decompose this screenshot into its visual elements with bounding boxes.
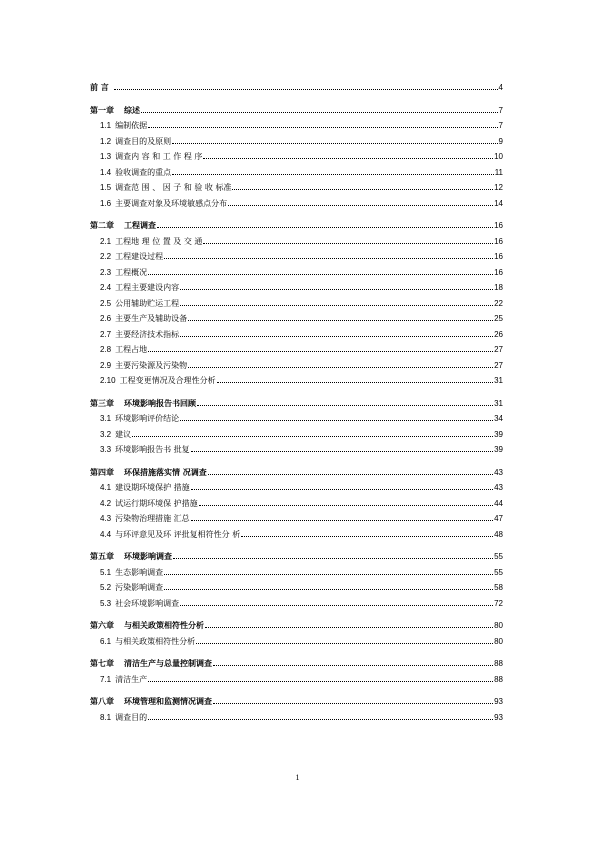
toc-section-entry[interactable] [90,177,503,193]
toc-entry-page: 16 [494,252,503,261]
dot-leader [148,274,493,275]
toc-entry-page: 10 [494,152,503,161]
toc-section-entry[interactable] [90,130,503,146]
dot-leader [188,367,493,368]
toc-entry-page: 16 [494,221,503,230]
toc-chapter-entry[interactable] [90,614,503,630]
toc-entry-page: 22 [494,298,503,308]
toc-chapter-entry[interactable] [90,99,503,115]
toc-entry-title: 调查范 围 、 因 子 和 验 收 标准 [115,183,232,192]
toc-entry-title: 调查目的及原则 [115,136,172,146]
toc-entry-page: 48 [494,529,503,539]
toc-entry-title: 工程主要建设内容 [115,283,180,292]
toc-section-entry[interactable] [90,261,503,277]
toc-entry-page: 31 [494,376,503,385]
toc-entry-title: 建议 [115,429,132,439]
toc-entry-page: 43 [494,483,503,492]
dot-leader [232,189,493,190]
dot-leader [173,558,493,559]
toc-section-entry[interactable] [90,561,503,577]
toc-entry-number: 前 言 [90,83,109,92]
dot-leader [205,627,493,628]
toc-section-entry[interactable] [90,523,503,539]
toc-entry-page: 80 [494,621,503,630]
toc-entry-page: 18 [494,283,503,292]
toc-section-entry[interactable] [90,439,503,455]
toc-entry-number: 2.3 [100,267,112,277]
table-of-contents [90,76,503,722]
toc-entry-title: 与相关政策相符性分析 [115,636,196,646]
toc-section-entry[interactable] [90,668,503,684]
toc-entry-page: 88 [494,674,503,684]
toc-entry-title: 污染物治理措施 汇总 [115,514,190,523]
dot-leader [172,143,497,144]
dot-leader [188,320,493,321]
toc-entry-number: 第二章 [90,221,114,230]
toc-entry-title: 环保措施落实情 况调查 [124,467,207,477]
toc-entry-number: 2.10 [100,376,116,385]
toc-entry-title: 建设期环境保护 措施 [115,483,190,492]
toc-section-entry[interactable] [90,508,503,524]
dot-leader [132,436,493,437]
toc-entry-number: 第三章 [90,398,114,408]
toc-section-entry[interactable] [90,246,503,262]
toc-section-entry[interactable] [90,146,503,162]
toc-entry-number: 6.1 [100,636,112,646]
toc-entry-title: 公用辅助贮运工程 [115,298,180,308]
toc-section-entry[interactable] [90,115,503,131]
toc-entry-number: 1.6 [100,198,112,208]
toc-section-entry[interactable] [90,339,503,355]
toc-entry-page: 55 [494,552,503,561]
toc-entry-number: 第一章 [90,105,114,115]
toc-section-entry[interactable] [90,408,503,424]
toc-entry-title: 工程概况 [115,267,148,277]
toc-entry-page: 4 [498,83,503,92]
toc-entry-title: 工程变更情况及合理性分析 [119,376,216,385]
toc-entry-number: 2.9 [100,360,112,370]
toc-entry-number: 3.2 [100,429,112,439]
toc-entry-title: 综述 [124,105,140,115]
toc-entry-number: 2.7 [100,329,112,339]
dot-leader [114,89,498,90]
toc-chapter-entry[interactable] [90,214,503,230]
dot-leader [148,681,493,682]
dot-leader [180,605,493,606]
toc-section-entry[interactable] [90,370,503,386]
toc-entry-title: 与相关政策相符性分析 [124,621,204,630]
toc-entry-title: 主要生产及辅助设备 [115,314,188,323]
toc-entry-number: 第七章 [90,659,114,668]
toc-entry-title: 主要污染源及污染物 [115,360,188,370]
toc-entry-number: 2.8 [100,345,112,354]
toc-entry-title: 主要调查对象及环境敏感点分布 [115,198,228,208]
dot-leader [148,351,493,352]
toc-entry-number: 1.2 [100,136,112,146]
toc-entry-title: 生态影响调查 [115,567,164,577]
toc-section-entry[interactable] [90,323,503,339]
toc-entry-number: 4.4 [100,529,112,539]
toc-entry-page: 25 [494,314,503,323]
toc-entry-title: 编制依据 [115,121,148,130]
dot-leader [180,289,493,290]
toc-entry-page: 31 [494,398,503,408]
toc-entry-title: 调查内 容 和 工 作 程 序 [115,152,203,161]
toc-entry-title: 环境管理和监测情况调查 [124,697,212,706]
dot-leader [141,112,498,113]
dot-leader [197,405,493,406]
toc-entry-number: 2.1 [100,236,112,246]
dot-leader [217,382,494,383]
toc-entry-number: 第五章 [90,552,114,561]
toc-entry-title: 环境影响报告书 批复 [115,445,190,454]
toc-entry-number: 3.1 [100,414,112,423]
toc-entry-page: 14 [494,198,503,208]
toc-entry-number: 7.1 [100,674,112,684]
toc-entry-number: 1.5 [100,183,112,192]
toc-entry-title: 工程占地 [115,345,148,354]
toc-entry-number: 第六章 [90,621,114,630]
toc-entry-title: 工程地 理 位 置 及 交 通 [115,236,203,246]
toc-chapter-entry[interactable] [90,690,503,706]
toc-entry-title: 工程调查 [124,221,156,230]
toc-entry-page: 34 [494,414,503,423]
toc-section-entry[interactable] [90,230,503,246]
dot-leader [191,451,493,452]
toc-entry-title: 工程建设过程 [115,252,164,261]
toc-section-entry[interactable] [90,354,503,370]
dot-leader [213,665,493,666]
toc-entry-title: 环境影响调查 [124,552,172,561]
toc-entry-title: 环境影响评价结论 [115,414,180,423]
toc-entry-number: 3.3 [100,445,112,454]
toc-entry-number: 4.1 [100,483,112,492]
toc-section-entry[interactable] [90,592,503,608]
dot-leader [148,719,493,720]
toc-section-entry[interactable] [90,630,503,646]
dot-leader [213,703,493,704]
toc-entry-number: 1.1 [100,121,112,130]
toc-entry-title: 社会环境影响调查 [115,598,180,608]
toc-entry-number: 2.2 [100,252,112,261]
toc-entry-page: 16 [494,236,503,246]
toc-entry-page: 39 [494,445,503,454]
toc-section-entry[interactable] [90,492,503,508]
toc-entry-page: 55 [494,567,503,577]
toc-section-entry[interactable] [90,706,503,722]
dot-leader [208,474,493,475]
dot-leader [191,520,493,521]
toc-chapter-entry[interactable] [90,76,503,92]
toc-section-entry[interactable] [90,161,503,177]
toc-entry-title: 清洁生产 [115,674,148,684]
dot-leader [164,589,493,590]
toc-chapter-entry[interactable] [90,461,503,477]
toc-entry-number: 5.3 [100,598,112,608]
dot-leader [180,420,493,421]
toc-entry-title: 调查目的 [115,712,148,722]
toc-entry-page: 39 [494,429,503,439]
toc-entry-page: 27 [494,345,503,354]
toc-chapter-entry[interactable] [90,545,503,561]
toc-entry-page: 72 [494,598,503,608]
toc-entry-page: 11 [494,167,503,177]
toc-entry-page: 16 [494,267,503,277]
toc-entry-page: 58 [494,583,503,592]
toc-entry-page: 47 [494,514,503,523]
toc-section-entry[interactable] [90,423,503,439]
toc-entry-number: 5.2 [100,583,112,592]
toc-entry-number: 5.1 [100,567,112,577]
dot-leader [180,305,493,306]
toc-entry-title: 主要经济技术指标 [115,329,180,339]
dot-leader [172,174,494,175]
toc-entry-page: 44 [494,498,503,508]
toc-entry-page: 26 [494,329,503,339]
dot-leader [180,336,493,337]
dot-leader [203,243,493,244]
toc-entry-number: 2.5 [100,298,112,308]
toc-entry-number: 4.2 [100,498,112,508]
toc-entry-number: 第八章 [90,697,114,706]
dot-leader [241,536,493,537]
toc-entry-page: 9 [498,136,503,146]
toc-entry-page: 80 [494,636,503,646]
page-number: 1 [295,773,300,782]
toc-entry-title: 试运行期环境保 护措施 [115,498,198,508]
dot-leader [228,205,493,206]
toc-entry-title: 与环评意见及环 评批复相符性分 析 [115,529,241,539]
toc-entry-number: 2.6 [100,314,112,323]
toc-entry-page: 93 [494,697,503,706]
toc-entry-number: 4.3 [100,514,112,523]
toc-entry-page: 12 [494,183,503,192]
toc-chapter-entry[interactable] [90,392,503,408]
toc-section-entry[interactable] [90,477,503,493]
toc-entry-title: 污染影响调查 [115,583,164,592]
toc-entry-number: 1.4 [100,167,112,177]
toc-section-entry[interactable] [90,577,503,593]
toc-entry-page: 7 [498,121,503,130]
toc-entry-number: 8.1 [100,712,112,722]
dot-leader [191,489,493,490]
toc-entry-page: 93 [494,712,503,722]
toc-entry-title: 清洁生产与总量控制调查 [124,659,212,668]
dot-leader [203,158,493,159]
toc-section-entry[interactable] [90,192,503,208]
toc-entry-page: 27 [494,360,503,370]
toc-entry-page: 88 [494,659,503,668]
toc-section-entry[interactable] [90,277,503,293]
toc-entry-title: 环境影响报告书回顾 [124,398,196,408]
toc-chapter-entry[interactable] [90,652,503,668]
toc-entry-page: 43 [494,467,503,477]
toc-section-entry[interactable] [90,292,503,308]
dot-leader [196,643,493,644]
toc-entry-title: 验收调查的重点 [115,167,172,177]
toc-entry-page: 7 [498,105,503,115]
toc-entry-number: 1.3 [100,152,112,161]
toc-entry-number: 第四章 [90,467,114,477]
dot-leader [157,227,493,228]
dot-leader [148,127,497,128]
dot-leader [199,505,493,506]
dot-leader [164,574,493,575]
dot-leader [164,258,493,259]
toc-entry-number: 2.4 [100,283,112,292]
toc-section-entry[interactable] [90,308,503,324]
